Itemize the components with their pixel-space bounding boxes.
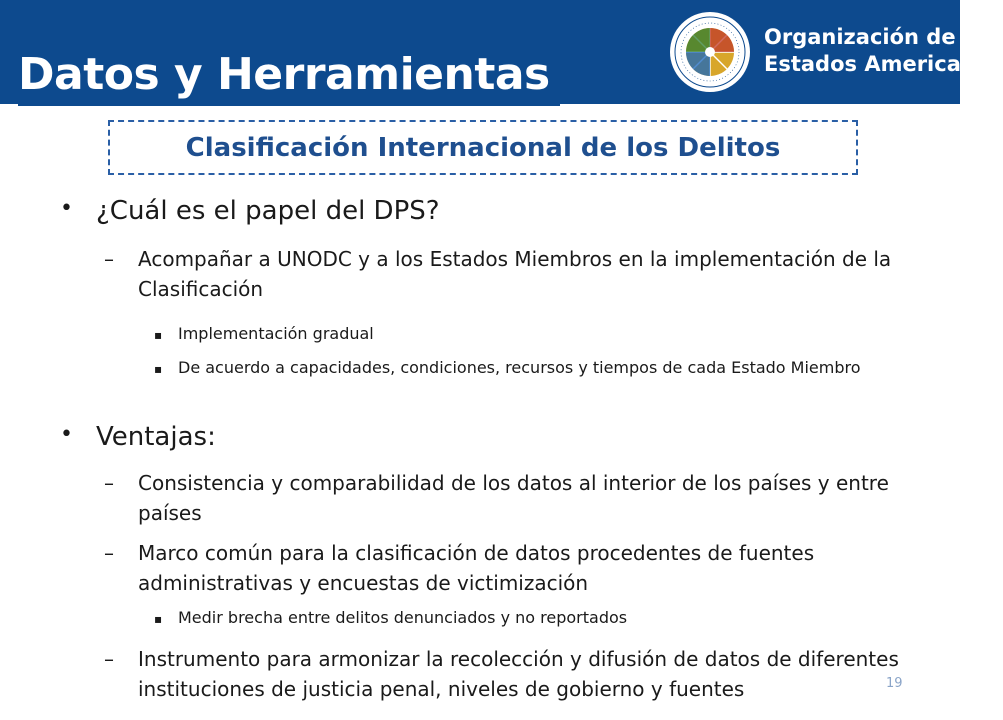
square-mark: ▪ [154, 328, 163, 342]
sub-bullet-text: Marco común para la clasificación de datos procedentes de fuentes administrativas y encuestas de victimización [138, 541, 815, 595]
bullet-text: ¿Cuál es el papel del DPS? [96, 196, 440, 226]
bullet-mark: • [60, 422, 73, 447]
slide-title: Datos y Herramientas [18, 44, 560, 106]
sub-bullet-text: Acompañar a UNODC y a los Estados Miembros en la implementación de la Clasificación [138, 247, 892, 301]
sub-sub-bullet-text: Implementación gradual [178, 324, 374, 343]
organization-name-line1: Organización de los [764, 25, 997, 49]
subtitle-text: Clasificación Internacional de los Delitos [185, 132, 781, 163]
sub-bullet-text: Instrumento para armonizar la recolección y difusión de datos de diferentes instituciones de justicia penal, niveles de gobierno y fuentes [138, 647, 899, 701]
sub-sub-bullet-text: De acuerdo a capacidades, condiciones, recursos y tiempos de cada Estado Miembro [178, 358, 861, 377]
sub-bullet-text: Consistencia y comparabilidad de los datos al interior de los países y entre países [138, 471, 889, 525]
dash-mark: – [104, 647, 114, 671]
organization-name-line2: Estados Americanos [764, 52, 1003, 76]
dash-mark: – [104, 471, 114, 495]
bullet-mark: • [60, 196, 73, 221]
dash-mark: – [104, 247, 114, 271]
square-mark: ▪ [154, 362, 163, 376]
sub-sub-bullet-text: Medir brecha entre delitos denunciados y no reportados [178, 608, 628, 627]
dash-mark: – [104, 541, 114, 565]
square-mark: ▪ [154, 612, 163, 626]
page-number: 19 [886, 676, 903, 691]
bullet-text: Ventajas: [96, 422, 216, 452]
